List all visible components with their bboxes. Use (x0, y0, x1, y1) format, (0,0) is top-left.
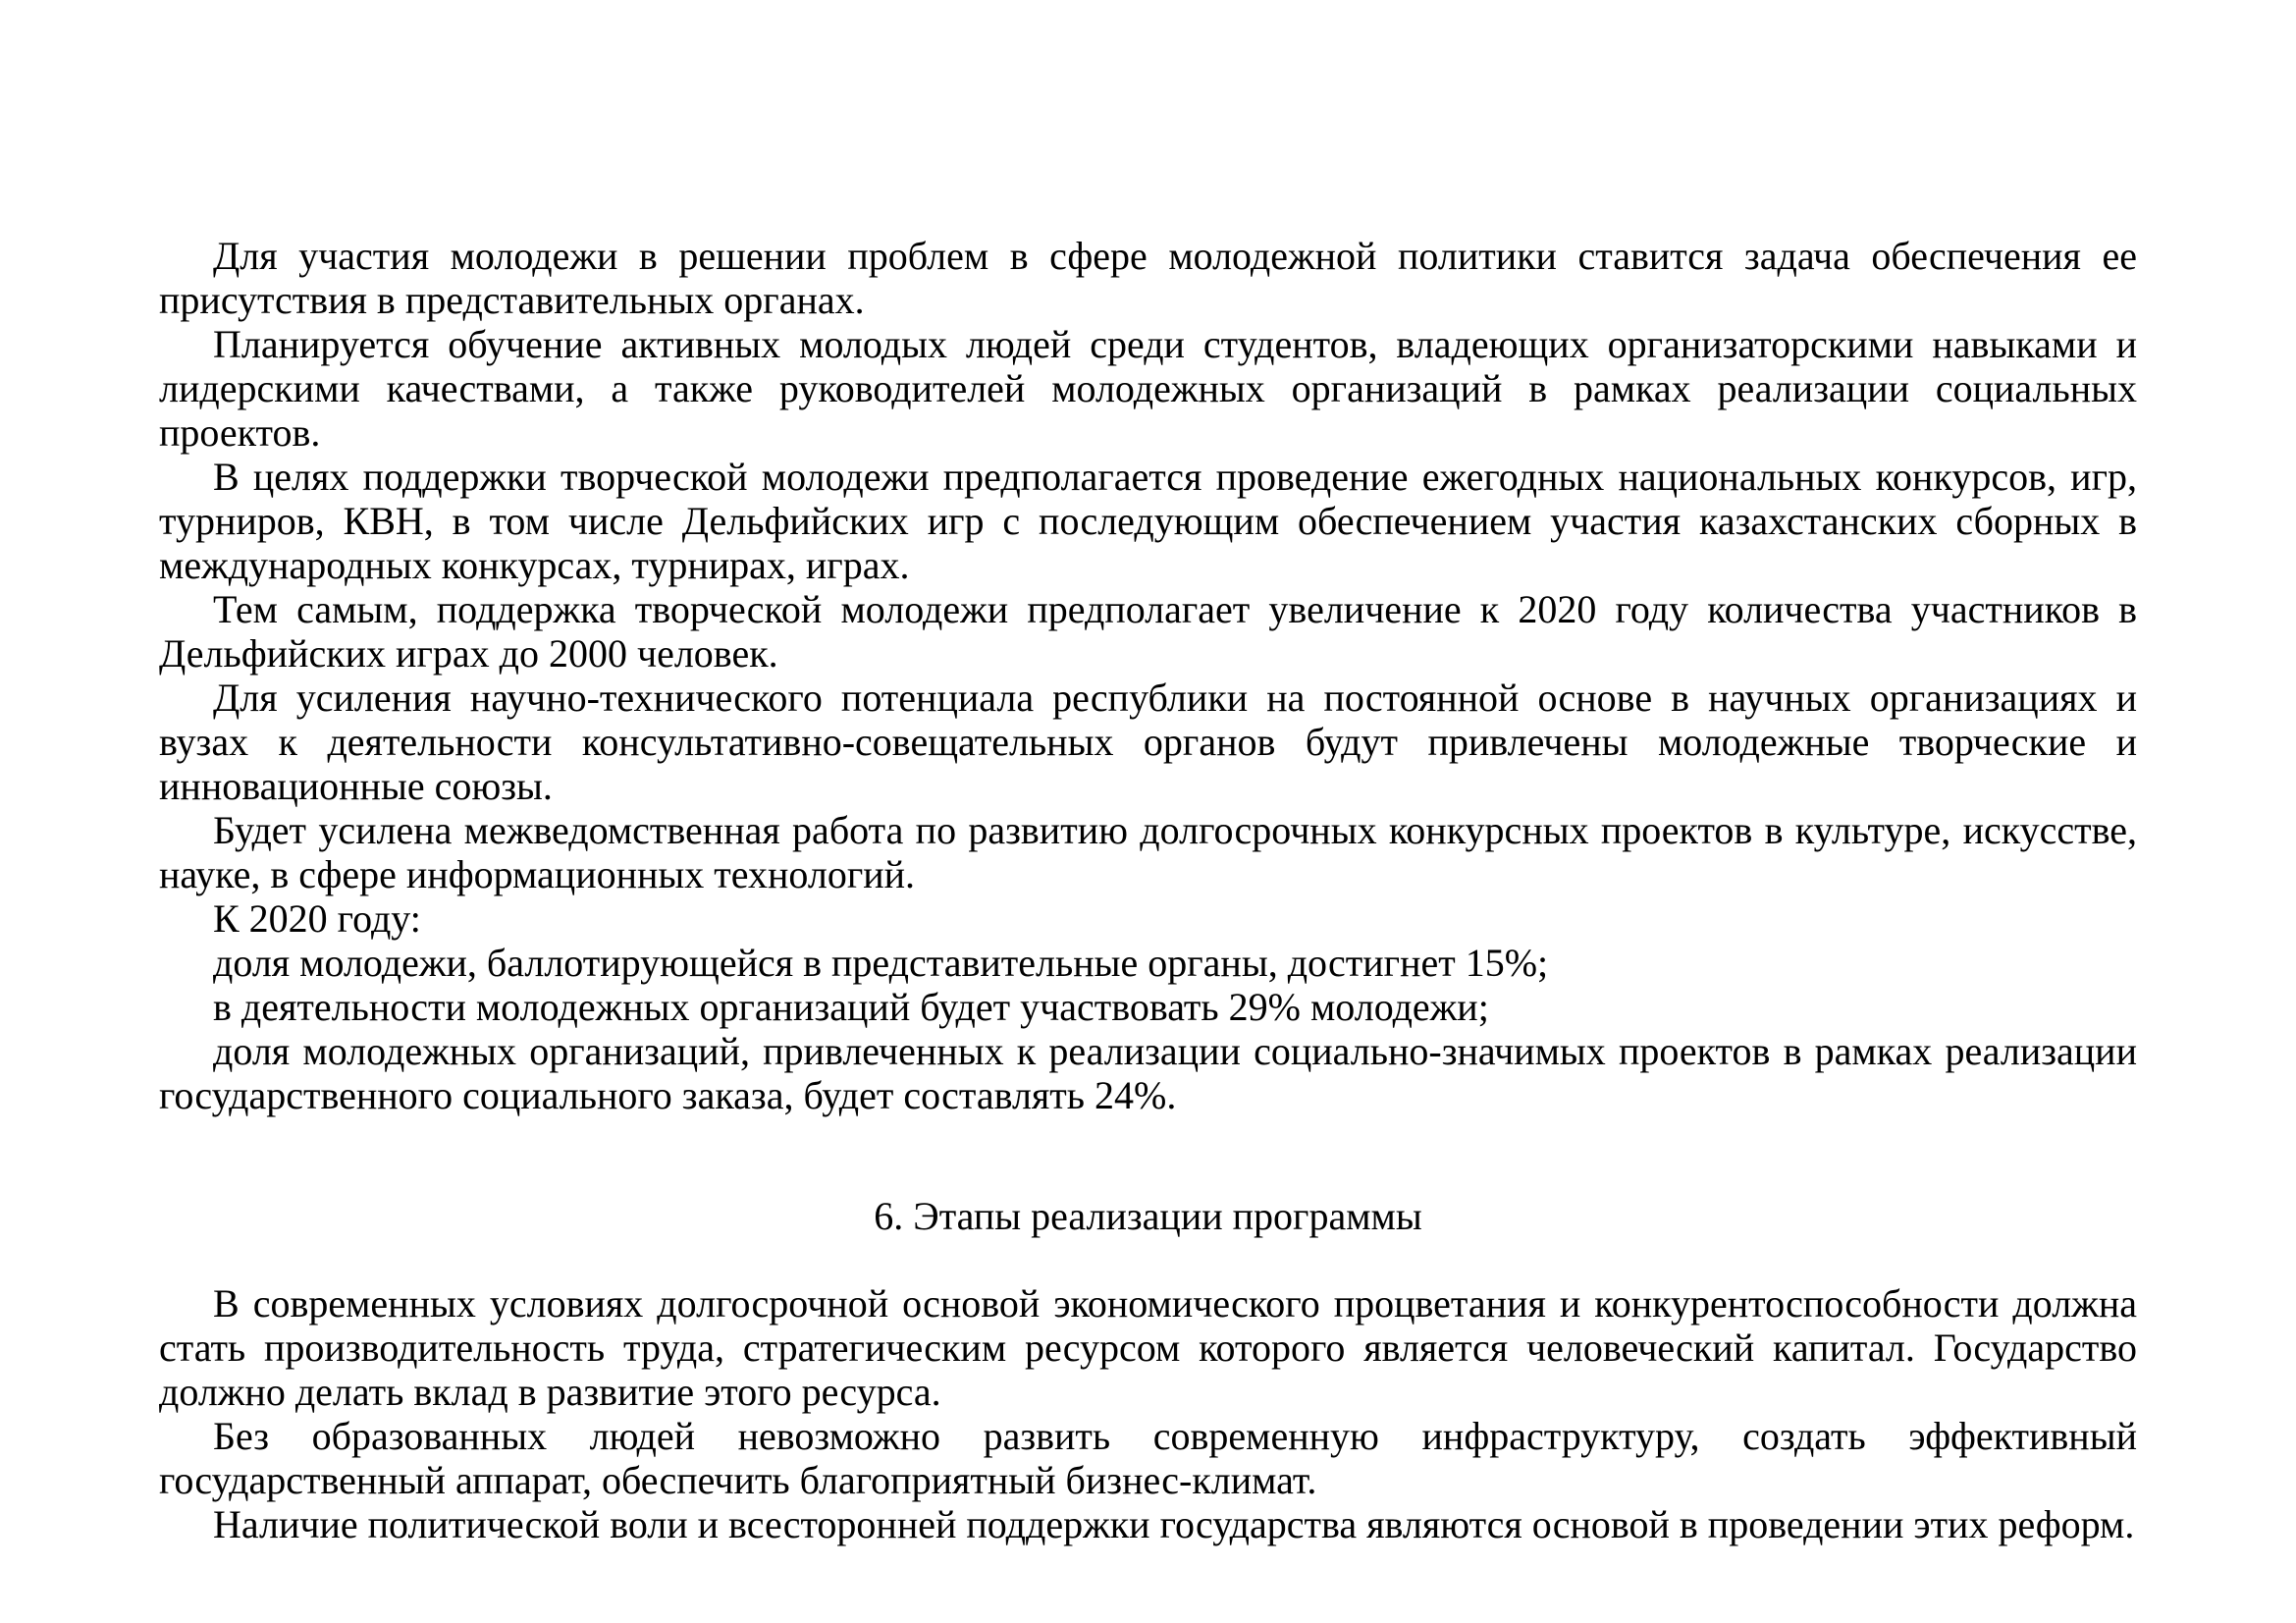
list-line-indicator-24-percent: доля молодежных организаций, привлеченных к реализации социально-значимых проектов в рамках реализации государственного социального заказа, будет составлять 24%. (159, 1029, 2137, 1117)
paragraph: Без образованных людей невозможно развить современную инфраструктуру, создать эффективный государственный аппарат, обеспечить благоприятный бизнес-климат. (159, 1414, 2137, 1502)
paragraph: Наличие политической воли и всесторонней поддержки государства являются основой в проведении этих реформ. (213, 1502, 2135, 1546)
document-text-block (159, 234, 2137, 1546)
list-line-indicator-29-percent: в деятельности молодежных организаций будет участвовать 29% молодежи; (213, 985, 1489, 1029)
paragraph: Тем самым, поддержка творческой молодежи предполагает увеличение к 2020 году количества участников в Дельфийских играх до 2000 человек. (159, 587, 2137, 676)
list-line-indicator-15-percent: доля молодежи, баллотирующейся в представительные органы, достигнет 15%; (213, 941, 1549, 985)
paragraph: Для усиления научно-технического потенциала республики на постоянной основе в научных организациях и вузах к деятельности консультативно-совещательных органов будут привлечены молодежные творческие и инновационные союзы. (159, 676, 2137, 808)
paragraph: В целях поддержки творческой молодежи предполагается проведение ежегодных национальных конкурсов, игр, турниров, КВН, в том числе Дельфийских игр с последующим обеспечением участия казахстанских сборных в международных конкурсах, турнирах, играх. (159, 455, 2137, 587)
section-heading: 6. Этапы реализации программы (874, 1194, 1422, 1238)
paragraph: Для участия молодежи в решении проблем в сфере молодежной политики ставится задача обеспечения ее присутствия в представительных органах. (159, 234, 2137, 322)
paragraph: Будет усилена межведомственная работа по развитию долгосрочных конкурсных проектов в культуре, искусстве, науке, в сфере информационных технологий. (159, 808, 2137, 896)
paragraph: К 2020 году: (213, 896, 421, 941)
paragraph: Планируется обучение активных молодых людей среди студентов, владеющих организаторскими навыками и лидерскими качествами, а также руководителей молодежных организаций в рамках реализации социальных проектов. (159, 322, 2137, 455)
paragraph: В современных условиях долгосрочной основой экономического процветания и конкурентоспособности должна стать производительность труда, стратегическим ресурсом которого является человеческий капитал. Государство должно делать вклад в развитие этого ресурса. (159, 1281, 2137, 1414)
